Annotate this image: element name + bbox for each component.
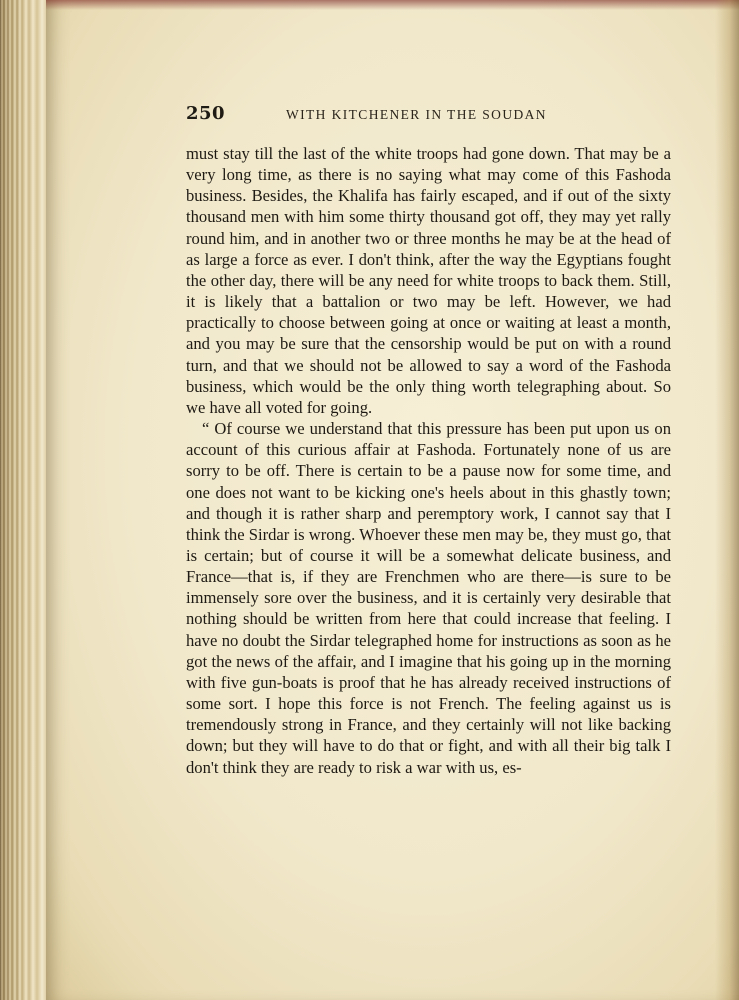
right-edge-shadow [715,0,739,1000]
page-number: 250 [186,103,226,124]
paragraph-2: “ Of course we understand that this pressure has been put upon us on account of this curious affair at Fashoda. Fortunately none of us are sorry to be off. There is certain to be a pause now for some time, and one does not want to be kicking one's heels about in this ghastly town; and though it is rather sharp and peremptory work, I cannot say that I think the Sirdar is wrong. Whoever these men may be, they must go, that is certain; but of course it will be a somewhat delicate business, and France—that is, if they are Frenchmen who are there—is sure to be immensely sore over the business, and it is certainly very desirable that nothing should be written from here that could increase that feeling. I have no doubt the Sirdar telegraphed home for instructions as soon as he got the news of the affair, and I imagine that his going up in the morning with five gun-boats is proof that he has already received instructions of some sort. I hope this force is not French. The feeling against us is tremendously strong in France, and they certainly will not like backing down; but they will have to do that or fight, and with all their big talk I don't think they are ready to risk a war with us, es- [186,419,671,777]
running-head: WITH KITCHENER IN THE SOUDAN [286,107,547,122]
body-text [186,143,671,778]
top-edge-shadow [46,0,739,10]
paragraph-1: must stay till the last of the white troops had gone down. That may be a very long time, as there is no saying what may come of this Fashoda business. Besides, the Khalifa has fairly escaped, and if out of the sixty thousand men with him some thirty thousand got off, they may yet rally round him, and in another two or three months he may be at the head of as large a force as ever. I don't think, after the way the Egyptians fought the other day, there will be any need for white troops to back them. Still, it is likely that a battalion or two may be left. However, we had practically to choose between going at once or waiting at least a month, and you may be sure that the censorship would be put on with a round turn, and that we should not be allowed to say a word of the Fashoda business, which would be the only thing worth telegraphing about. So we have all voted for going. [186,144,671,417]
page-header [186,103,671,127]
